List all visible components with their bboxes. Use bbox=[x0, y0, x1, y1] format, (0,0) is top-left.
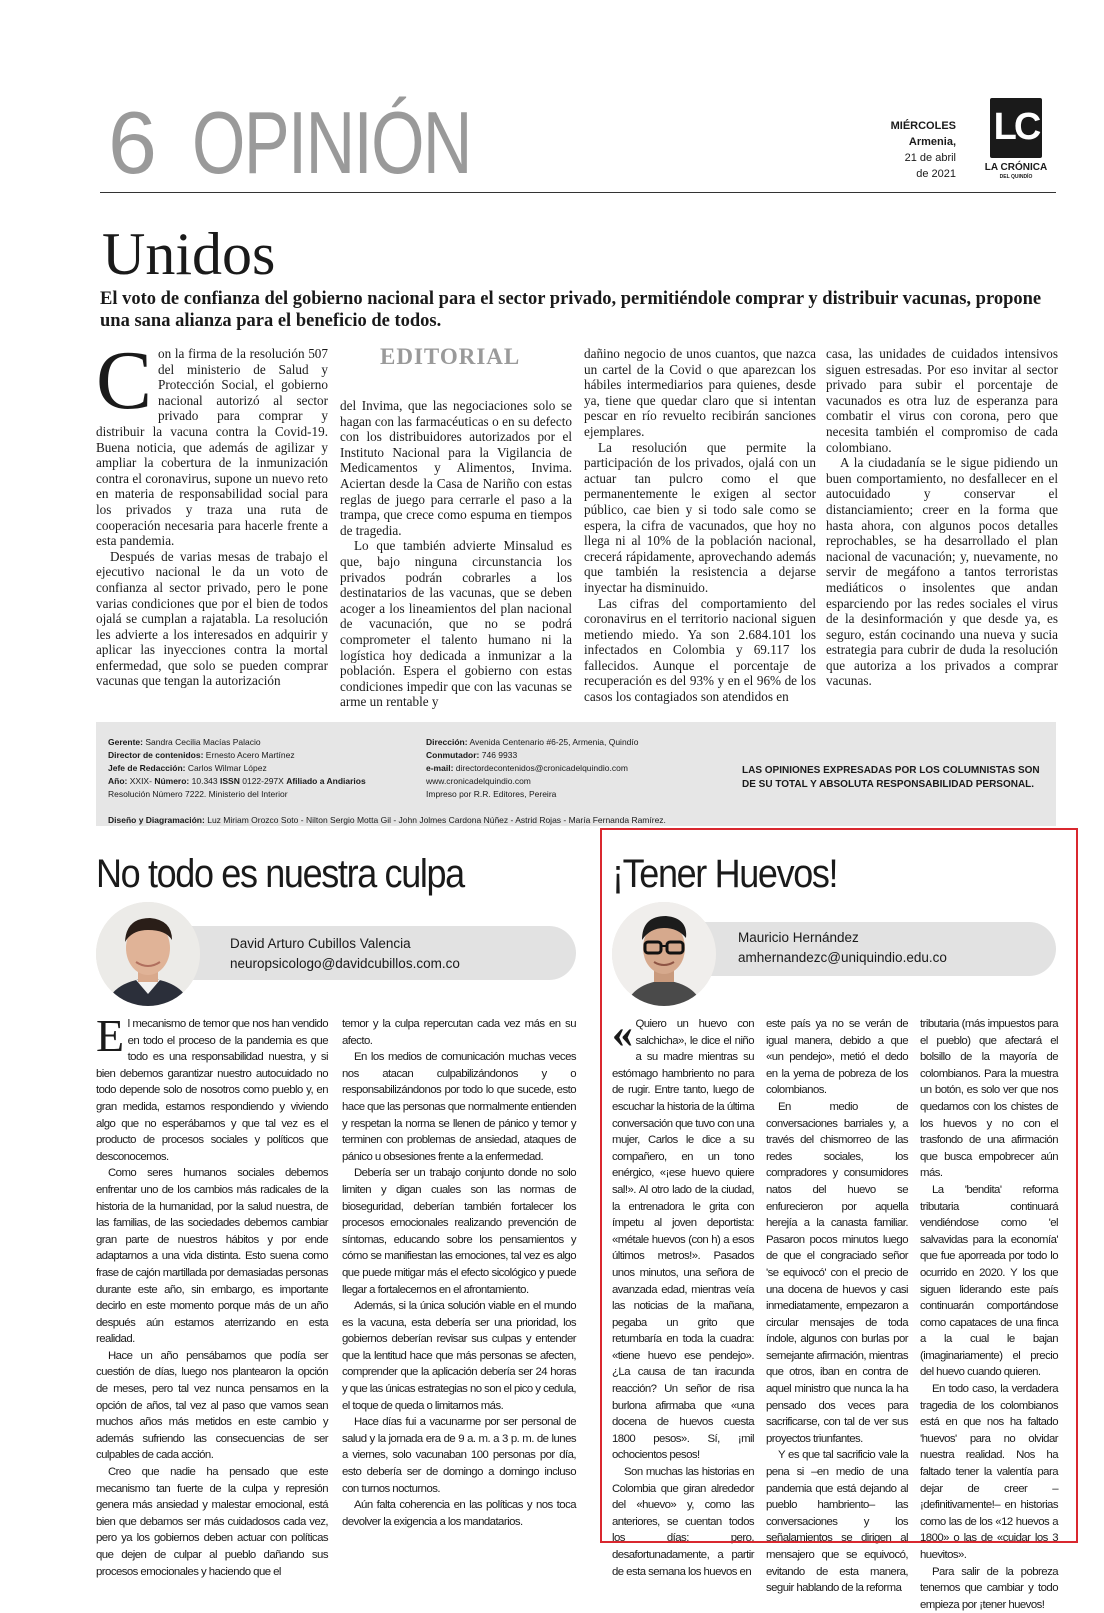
column1-paragraph: Además, si la única solución viable en el mundo es la vacuna, esta debería ser una prioridad, los gobiernos deberían revisar sus culpas y entender que la lentitud hace que más personas se afecten, comprender que la aplicación debería ser 24 horas y que las únicas estrategias no son el pico y cedula, el toque de queda o limitarnos más. bbox=[342, 1300, 576, 1412]
masthead-value: 746 9933 bbox=[481, 750, 518, 760]
header-rule bbox=[100, 192, 1056, 193]
masthead-disclaimer: LAS OPINIONES EXPRESADAS POR LOS COLUMNISTAS SON DE SU TOTAL Y ABSOLUTA RESPONSABILIDAD PERSONAL. bbox=[742, 765, 1040, 790]
editorial-column-2 bbox=[340, 398, 572, 710]
editorial-column-4 bbox=[826, 346, 1058, 689]
column2-paragraph: Para salir de la pobreza tenemos que cambiar y todo empieza por ¡tener huevos! bbox=[920, 1565, 1058, 1611]
column1-author bbox=[230, 934, 460, 974]
masthead-staff bbox=[108, 736, 366, 801]
column1-author-email[interactable]: neuropsicologo@davidcubillos.com.co bbox=[230, 956, 460, 971]
column1-author-photo bbox=[96, 902, 200, 1006]
masthead-value: Impreso por R.R. Editores, Pereira bbox=[426, 789, 557, 799]
column2-paragraph: En medio de conversaciones barriales y, a través del chismorreo de las redes sociales, los compradores y consumidores natos del huevo se enfurecieron por aquella herejía a la canasta familiar. Pasaron pocos minutos luego de que el congraciado señor 'se equivocó' con el precio de una docena de huevos y casi inmediatamente, empezaron a circular mensajes de toda índole, algunos con burlas por semejante afirmación, mientras que otros, iban en contra de aquel ministro que nunca la ha pensado dos veces para sacrificarse, con tal de ver sus proyectos triunfantes. bbox=[766, 1100, 908, 1445]
column1-text-2 bbox=[342, 1016, 576, 1530]
section-number: 6 bbox=[108, 93, 157, 192]
masthead-value: 0122-297X bbox=[242, 776, 284, 786]
editorial-paragraph: La resolución que permite la participación de los privados, ojalá con un actuar tan pulcro como el que permanentemente le exigen al sector público, cae bien y si todo sale como se espera, la cifra de vacunados, que hoy no llega ni al 10% de la población nacional, crecerá rápidamente, aprovechando además que también la resistencia a dejarse inyectar ha disminuido. bbox=[584, 439, 816, 595]
editorial-paragraph: casa, las unidades de cuidados intensivos siguen estresadas. Por eso invitar al sector privado para subir el porcentaje de vacunados es otra luz de esperanza para combatir el virus con corona, pero que necesita también el compromiso de cada colombiano. bbox=[826, 346, 1058, 455]
masthead-label: ISSN bbox=[220, 776, 240, 786]
newspaper-logo bbox=[982, 98, 1050, 188]
date-line2: de 2021 bbox=[916, 168, 956, 180]
editorial-paragraph: on la firma de la resolución 507 del ministerio de Salud y Protección Social, el gobierno nacional autorizó al sector privado para comprar y distribuir la vacuna contra la Covid-19. Buena noticia, que además de agilizar y ampliar la cobertura de la inmunización contra el coronavirus, supone un nuevo reto en materia de responsabilidad social para los privados y traza una ruta de cooperación necesaria para hacerle frente a esta pandemia. bbox=[96, 346, 328, 549]
column1-paragraph: l mecanismo de temor que nos han vendido en todo el proceso de la pandemia es que todo es una responsabilidad nuestra, y si bien debemos garantizar nuestro autocuidado no todo depende solo de nosotros como pueblo y, en gran medida, estamos respondiendo y viviendo algo que no esperábamos y que tal vez es el producto de procesos sociales y políticos que desconocemos. bbox=[96, 1018, 328, 1163]
logo-name: LA CRÓNICA bbox=[984, 162, 1048, 173]
masthead-value: 10.343 bbox=[191, 776, 218, 786]
masthead-value: Sandra Cecilia Macías Palacio bbox=[145, 737, 261, 747]
column2-paragraph: este país ya no se verán de igual manera, debido a que «un pendejo», metió el dedo en la yema de pobreza de los colombianos. bbox=[766, 1018, 908, 1097]
masthead-value: Avenida Centenario #6-25, Armenia, Quindío bbox=[469, 737, 639, 747]
masthead-label: Director de contenidos: bbox=[108, 750, 204, 760]
masthead-label: Número: bbox=[154, 776, 190, 786]
editorial-paragraph: dañino negocio de unos cuantos, que nazca un cartel de la Covid o que aparezcan los hábiles intermediarios para quienes, desde ya, tiene que quedar claro que si intentan pescar en río revuelto recibirán sanciones ejemplares. bbox=[584, 346, 816, 439]
masthead-value: Afiliado a Andiarios bbox=[286, 776, 366, 786]
masthead-website-link[interactable]: www.cronicadelquindio.com bbox=[426, 776, 531, 786]
column1-paragraph: Debería ser un trabajo conjunto donde no solo limiten y digan cuales son las normas de bioseguridad, deberían también fortalecer los procesos emocionales realizando prevención de síntomas, educando sobre los pensamientos y cómo se manifiestan las emociones, tal vez es algo que puede mitigar más el efecto sicológico y puede llegar a fortalecernos en el afrontamiento. bbox=[342, 1167, 576, 1296]
column1-paragraph: En los medios de comunicación muchas veces nos atacan culpabilizándonos y o responsabilizándonos por todo lo que sucede, esto hace que las personas que normalmente entienden y respetan la norma se llenen de pánico y temor y terminen con problemas de ansiedad, ataques de pánico u obsesiones frente a la enfermedad. bbox=[342, 1051, 576, 1163]
editorial-deck: El voto de confianza del gobierno nacional para el sector privado, permitiéndole comprar y distribuir vacunas, propone una sana alianza para el beneficio de todos. bbox=[100, 289, 1042, 331]
column1-dropcap: E bbox=[96, 1010, 124, 1061]
masthead-label: e-mail: bbox=[426, 763, 454, 773]
masthead-design bbox=[108, 814, 666, 827]
column2-paragraph: tributaria (más impuestos para el pueblo) que afectará el bolsillo de la mayoría de colombianos. Para la muestra un botón, es solo ver que nos quedamos con los chistes de los huevos y no con el trasfondo de una afirmación que busca empobrecer aún más. bbox=[920, 1018, 1058, 1180]
masthead-value: Carlos Wilmar López bbox=[187, 763, 267, 773]
column1-paragraph: temor y la culpa repercutan cada vez más en su afecto. bbox=[342, 1018, 576, 1047]
masthead-label: Conmutador: bbox=[426, 750, 480, 760]
column2-paragraph: Son muchas las historias en Colombia que giran alrededor del «huevo» y, como las anteriores, se cuentan todos los días; pero, desafortunadamente, a partir de esta semana los huevos en bbox=[612, 1466, 754, 1578]
editorial-label: EDITORIAL bbox=[380, 344, 521, 369]
column1-author-name: David Arturo Cubillos Valencia bbox=[230, 936, 411, 951]
column2-author-email[interactable]: amhernandezc@uniquindio.edu.co bbox=[738, 950, 947, 965]
masthead-email-link[interactable]: directordecontenidos@cronicadelquindio.com bbox=[455, 763, 628, 773]
masthead-value: Ernesto Acero Martínez bbox=[205, 750, 295, 760]
date-day: MIÉRCOLES bbox=[890, 120, 956, 132]
column1-title: No todo es nuestra culpa bbox=[96, 852, 464, 896]
column2-paragraph: En todo caso, la verdadera tragedia de los colombianos está en que nos ha faltado 'huevos' para no olvidar nuestra realidad. Nos ha faltado tener la valentía para dejar de creer –¡definitivamente!– en historias como las de los «12 huevos a 1800» o las de «cuidar los 3 huevitos». bbox=[920, 1383, 1058, 1561]
editorial-paragraph: A la ciudadanía se le sigue pidiendo un buen comportamiento, no desfallecer en el autocuidado y conservar el distanciamiento; creer en la forma que hasta ahora, con algunos pocos detalles reprochables, se ha desarrollado el plan nacional de vacunación; y, nuevamente, no servir de megáfono a tantos terroristas mediáticos o insolentes que andan esparciendo por las redes sociales el virus de la desinformación y que desde ya, es seguro, están cocinando una nueva y sucia estrategia para cubrir de duda la resolución que autoriza a los privados a comprar vacunas. bbox=[826, 455, 1058, 689]
logo-sub: DEL QUINDÍO bbox=[999, 174, 1033, 180]
column2-title: ¡Tener Huevos! bbox=[612, 852, 838, 896]
masthead-label: Jefe de Redacción: bbox=[108, 763, 186, 773]
editorial-paragraph: Después de varias mesas de trabajo el ejecutivo nacional le da un voto de confianza al sector privado, pero le pone varias condiciones que por el bien de todos ojalá se cumplan a rajatabla. La resolución les advierte a los interesados en adquirir y aplicar las inyecciones contra la mortal enfermedad, que solo se pueden comprar vacunas que tengan la autorización bbox=[96, 548, 328, 689]
masthead-label: Diseño y Diagramación: bbox=[108, 815, 205, 825]
column1-text-1 bbox=[96, 1010, 328, 1580]
masthead-value: XXIX- bbox=[129, 776, 152, 786]
date-line1: 21 de abril bbox=[904, 152, 956, 164]
column1-paragraph: Como seres humanos sociales debemos enfrentar uno de los cambios más radicales de la historia de la humanidad, por la salud nuestra, de las familias, de las sociedades debemos cambiar gran parte de nuestros hábitos y por ende adaptarnos a una vida distinta. Esto suena como frase de cajón martillada por demasiadas personas durante este año, sin embargo, es importante decirlo en este momento porque más de un año después aún estamos aterrizando en esta realidad. bbox=[96, 1167, 328, 1346]
editorial-headline: Unidos bbox=[102, 221, 276, 287]
column2-author-name: Mauricio Hernández bbox=[738, 930, 859, 945]
date-block bbox=[880, 118, 956, 182]
editorial-paragraph: Lo que también advierte Minsalud es que, bajo ninguna circunstancia los privados podrán cobrarles a los destinatarios de las vacunas, que se deben acoger a los lineamientos del plan nacional de vacunación, que no se podrá comprometer el talento humano ni la logística hoy dedicada a inmunizar a la población. Espera el gobierno con estas condiciones impedir que con las vacunas se arme un rentable y bbox=[340, 538, 572, 710]
column2-dropcap: « bbox=[612, 1011, 633, 1057]
column2-paragraph: Y es que tal sacrificio vale la pena si –en medio de una pandemia que está dejando al pueblo hambriento– las conversaciones y los señalamientos se dirigen al mensajero que se equivocó, evitando de esta manera, seguir hablando de la reforma bbox=[766, 1449, 908, 1595]
editorial-paragraph: Las cifras del comportamiento del coronavirus en el territorio nacional siguen metiendo miedo. Ya son 2.684.101 los infectados en Colombia y 69.117 los fallecidos. Aunque el porcentaje de recuperación es del 93% y en el 96% de los casos los contagiados son atendidos en bbox=[584, 595, 816, 705]
column1-paragraph: Creo que nadie ha pensado que este mecanismo tan fuerte de la culpa y represión genera más ansiedad y malestar emocional, está bien que debamos ser más cuidadosos cada vez, pero ya los gobiernos deben actuar con políticas que dejen de culpar al pueblo dañando sus procesos emocionales y haciendo que el bbox=[96, 1466, 328, 1578]
column2-paragraph: Quiero un huevo con salchicha», le dice el niño a su madre mientras su estómago hambriento no para de rugir. Entre tanto, luego de escuchar la historia de la última conversación que tuvo con una mujer, Carlos le dice a su compañero, en un tono enérgico, «¡ese huevo quiere sal!». Al otro lado de la ciudad, la entrenadora le grita con ímpetu al joven deportista: «métale huevos (con h) a esos últimos metros!». Pasados unos minutos, una señora de avanzada edad, mientras veía las noticias de la mañana, pegaba un grito que retumbaría en toda la cuadra: «tiene huevo ese pendejo». ¿La causa de tan iracunda reacción? Un señor de risa burlona afirmaba que «una docena de huevos cuesta 1800 pesos». Sí, ¡mil ochocientos pesos! bbox=[612, 1018, 754, 1462]
section-title: OPINIÓN bbox=[192, 93, 471, 192]
editorial-column-1 bbox=[96, 334, 328, 689]
masthead-label: Gerente: bbox=[108, 737, 143, 747]
column1-paragraph: Hace un año pensábamos que podía ser cuestión de días, luego nos plantearon la opción de meses, pero tal vez nunca pensamos en la opción de años, tal vez al paso que vamos sean muchos años más metidos en este cambio y además sufriendo las consecuencias de ser culpables de cada acción. bbox=[96, 1349, 328, 1462]
editorial-dropcap: C bbox=[96, 334, 153, 427]
editorial-paragraph: del Invima, que las negociaciones solo se hagan con las farmacéuticas o en su defecto con los distribuidores autorizados por el Instituto Nacional para la Vigilancia de Medicamentos y Alimentos, Invima. Aciertan desde la Casa de Nariño con estas reglas de juego para cerrarle el paso a la trampa, que crece como espuma en tiempos de tragedia. bbox=[340, 398, 572, 538]
editorial-column-3 bbox=[584, 346, 816, 705]
column1-paragraph: Aún falta coherencia en las políticas y nos toca devolver la exigencia a los mandatarios. bbox=[342, 1499, 576, 1528]
column1-paragraph: Hace días fui a vacunarme por ser personal de salud y la jornada era de 9 a. m. a 3 p. m. de lunes a viernes, solo vacunaban 100 personas por día, esto debería ser de domingo a domingo incluso con turnos nocturnos. bbox=[342, 1416, 576, 1495]
highlight-box bbox=[600, 828, 1078, 1543]
masthead-label: Año: bbox=[108, 776, 128, 786]
masthead-value: Luz Miriam Orozco Soto - Nilton Sergio Motta Gil - John Jolmes Cardona Núñez - Astrid Rojas - María Fernanda Ramírez. bbox=[207, 815, 666, 825]
column2-paragraph: La 'bendita' reforma tributaria continuará vendiéndose como 'el salvavidas para la economía' que fue aporreada por todo lo ocurrido en 2020. Y los que siguen liderando este país continuarán comportándose como capataces de una finca a la cual le bajan (imaginariamente) el precio del huevo cuando quieren. bbox=[920, 1183, 1058, 1379]
masthead-contact bbox=[426, 736, 639, 801]
masthead-value: Resolución Número 7222. Ministerio del Interior bbox=[108, 789, 288, 799]
masthead-label: Dirección: bbox=[426, 737, 468, 747]
date-city: Armenia, bbox=[908, 136, 956, 148]
logo-mark: LC bbox=[990, 98, 1042, 158]
